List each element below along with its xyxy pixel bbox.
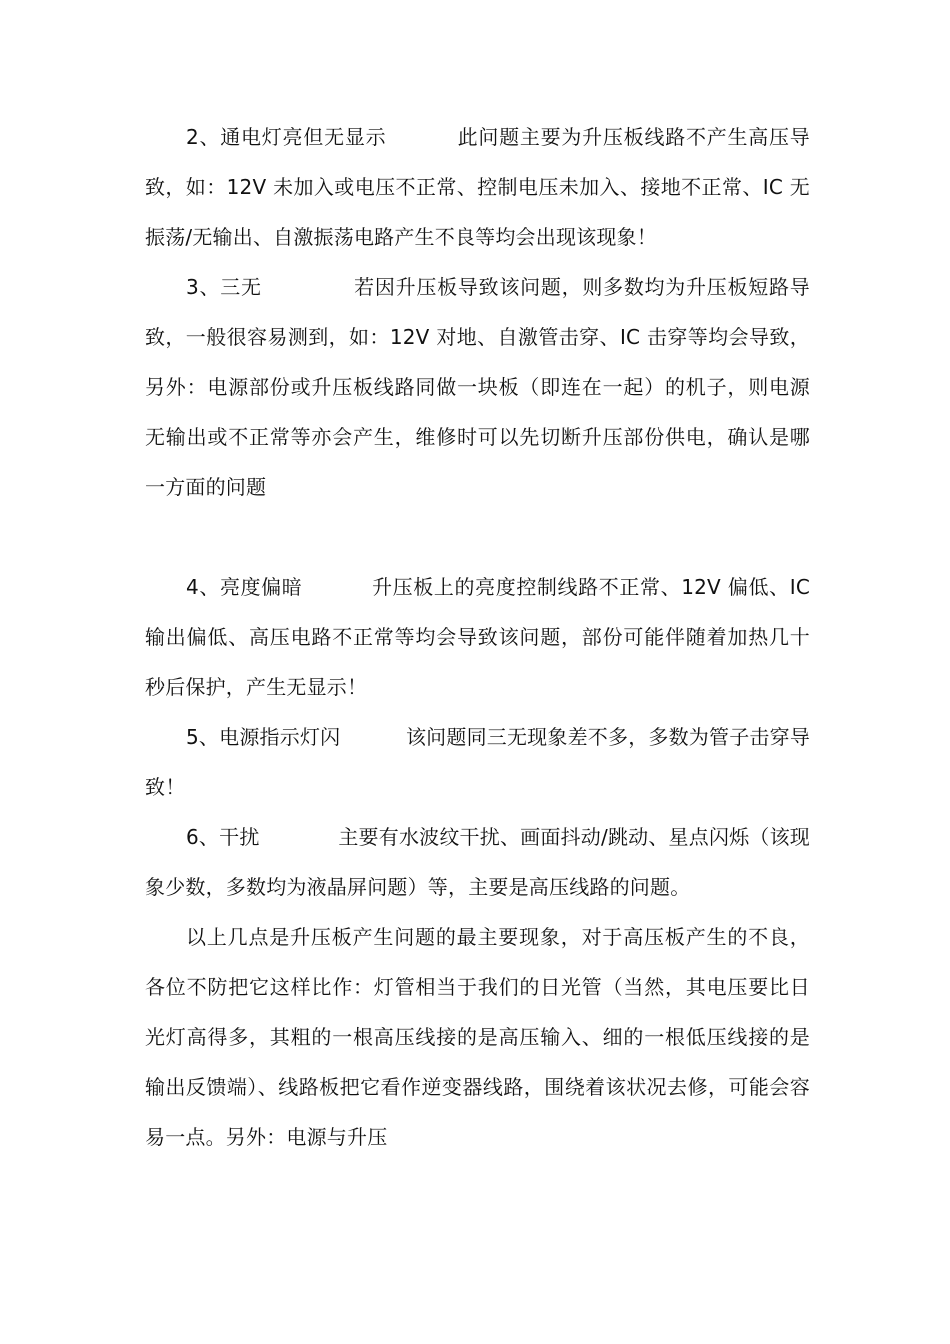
paragraph-heading: 4、亮度偏暗 <box>186 575 303 599</box>
paragraph-text: 主要有水波纹干扰、画面抖动/跳动、星点闪烁（该现象少数，多数均为液晶屏问题）等，主要是高压线路的问题。 <box>145 825 810 899</box>
heading-gap <box>260 825 339 849</box>
paragraph-interference <box>145 812 810 912</box>
paragraph-power-led-flash <box>145 712 810 812</box>
heading-gap <box>340 725 406 749</box>
paragraph-summary <box>145 912 810 1162</box>
paragraph-heading: 5、电源指示灯闪 <box>186 725 341 749</box>
paragraph-heading: 6、干扰 <box>186 825 260 849</box>
paragraph-brightness-dim <box>145 562 810 712</box>
paragraph-text: 升压板上的亮度控制线路不正常、12V 偏低、IC 输出偏低、高压电路不正常等均会导致该问题，部份可能伴随着加热几十秒后保护，产生无显示！ <box>145 575 810 699</box>
heading-gap <box>302 575 372 599</box>
heading-gap <box>386 125 457 149</box>
paragraph-three-none <box>145 262 810 512</box>
blank-line <box>145 512 810 562</box>
paragraph-heading: 2、通电灯亮但无显示 <box>186 125 387 149</box>
heading-gap <box>262 275 354 299</box>
paragraph-text: 以上几点是升压板产生问题的最主要现象，对于高压板产生的不良，各位不防把它这样比作：灯管相当于我们的日光管（当然，其电压要比日光灯高得多，其粗的一根高压线接的是高压输入、细的一根低压线接的是输出反馈端）、线路板把它看作逆变器线路，围绕着该状况去修，可能会容易一点。另外：电源与升压 <box>145 925 810 1149</box>
document-body <box>145 112 810 1162</box>
paragraph-no-display <box>145 112 810 262</box>
paragraph-text: 该问题同三无现象差不多，多数为管子击穿导致！ <box>145 725 811 799</box>
paragraph-text: 此问题主要为升压板线路不产生高压导致，如：12V 未加入或电压不正常、控制电压未加入、接地不正常、IC 无振荡/无输出、自激振荡电路产生不良等均会出现该现象！ <box>145 125 810 249</box>
paragraph-heading: 3、三无 <box>186 275 262 299</box>
paragraph-text: 若因升压板导致该问题，则多数均为升压板短路导致，一般很容易测到，如：12V 对地、自激管击穿、IC 击穿等均会导致，另外：电源部份或升压板线路同做一块板（即连在一起）的机子，则电源无输出或不正常等亦会产生，维修时可以先切断升压部份供电，确认是哪一方面的问题 <box>145 275 810 499</box>
